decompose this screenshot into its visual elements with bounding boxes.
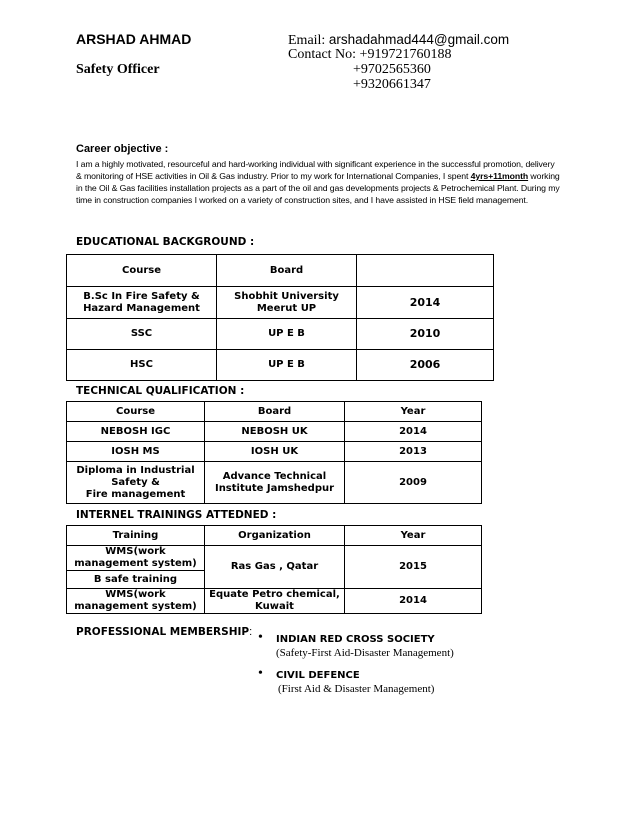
experience-highlight: 4yrs+11month xyxy=(470,171,529,181)
table-row xyxy=(67,319,494,350)
membership-title: INDIAN RED CROSS SOCIETY xyxy=(276,634,435,645)
training-name: WMS(work management system) xyxy=(67,546,205,571)
objective-text xyxy=(76,158,562,206)
table-row xyxy=(67,462,482,504)
education-heading: EDUCATIONAL BACKGROUND : xyxy=(76,236,255,248)
objective-text-part-2: working in the Oil & Gas facilities installation projects as a part of the oil and gas developments projects & Petrochemical Plant. During my time in construction companies I worked on a variety of construction sites, and I have assisted in HSE field management. xyxy=(76,171,560,205)
phone-3: +9320661347 xyxy=(353,77,431,92)
training-org: Equate Petro chemical, Kuwait xyxy=(205,589,345,614)
job-title: Safety Officer xyxy=(76,62,160,77)
training-name: WMS(work management system) xyxy=(67,589,205,614)
table-row xyxy=(67,350,494,381)
tech-course: IOSH MS xyxy=(67,442,205,462)
edu-header-year xyxy=(357,255,494,287)
tech-course: Diploma in Industrial Safety & Fire management xyxy=(67,462,205,504)
education-table xyxy=(66,254,494,381)
table-row xyxy=(67,422,482,442)
table-row xyxy=(67,287,494,319)
contact-label: Contact No: xyxy=(288,47,357,62)
bullet-icon: • xyxy=(258,666,263,681)
train-header-training: Training xyxy=(67,526,205,546)
train-header-year: Year xyxy=(345,526,482,546)
tech-year: 2014 xyxy=(345,422,482,442)
edu-course: SSC xyxy=(67,319,217,350)
training-year: 2014 xyxy=(345,589,482,614)
trainings-heading: INTERNEL TRAININGS ATTEDNED : xyxy=(76,509,277,521)
email-address[interactable]: arshadahmad444@gmail.com xyxy=(328,32,510,47)
phone-1: +919721760188 xyxy=(359,47,452,62)
training-year: 2015 xyxy=(345,546,482,589)
objective-text-part-1: I am a highly motivated, resourceful and hard-working individual with significant experience in the successful promotion, delivery & monitoring of HSE activities in Oil & Gas industry. Prior to my work for International Companies, I spent xyxy=(76,159,555,181)
edu-board: Shobhit University Meerut UP xyxy=(217,287,357,319)
train-header-org: Organization xyxy=(205,526,345,546)
tech-course: NEBOSH IGC xyxy=(67,422,205,442)
training-name: B safe training xyxy=(67,571,205,589)
technical-heading: TECHNICAL QUALIFICATION : xyxy=(76,385,245,397)
table-row xyxy=(67,442,482,462)
membership-heading: PROFESSIONAL MEMBERSHIP xyxy=(76,626,250,638)
tech-board: Advance Technical Institute Jamshedpur xyxy=(205,462,345,504)
trainings-table xyxy=(66,525,482,614)
membership-detail: (Safety-First Aid-Disaster Management) xyxy=(276,647,454,659)
membership-title: CIVIL DEFENCE xyxy=(276,670,360,681)
edu-board: UP E B xyxy=(217,319,357,350)
tech-header-year: Year xyxy=(345,402,482,422)
membership-heading-line xyxy=(76,622,252,640)
technical-table xyxy=(66,401,482,504)
membership-detail: (First Aid & Disaster Management) xyxy=(278,683,435,695)
phone-2: +9702565360 xyxy=(353,62,431,77)
tech-year: 2009 xyxy=(345,462,482,504)
contact-line xyxy=(288,47,451,62)
edu-year: 2010 xyxy=(357,319,494,350)
edu-year: 2014 xyxy=(357,287,494,319)
candidate-name: ARSHAD AHMAD xyxy=(76,31,192,47)
objective-heading: Career objective : xyxy=(76,143,169,155)
edu-year: 2006 xyxy=(357,350,494,381)
tech-year: 2013 xyxy=(345,442,482,462)
tech-board: IOSH UK xyxy=(205,442,345,462)
edu-course: B.Sc In Fire Safety & Hazard Management xyxy=(67,287,217,319)
tech-header-course: Course xyxy=(67,402,205,422)
training-org: Ras Gas , Qatar xyxy=(205,546,345,589)
bullet-icon: • xyxy=(258,630,263,645)
edu-header-course: Course xyxy=(67,255,217,287)
membership-colon: : xyxy=(249,626,253,638)
table-row xyxy=(67,546,482,571)
table-row xyxy=(67,589,482,614)
edu-header-board: Board xyxy=(217,255,357,287)
tech-board: NEBOSH UK xyxy=(205,422,345,442)
edu-board: UP E B xyxy=(217,350,357,381)
email-label: Email: xyxy=(288,33,326,48)
edu-course: HSC xyxy=(67,350,217,381)
tech-header-board: Board xyxy=(205,402,345,422)
